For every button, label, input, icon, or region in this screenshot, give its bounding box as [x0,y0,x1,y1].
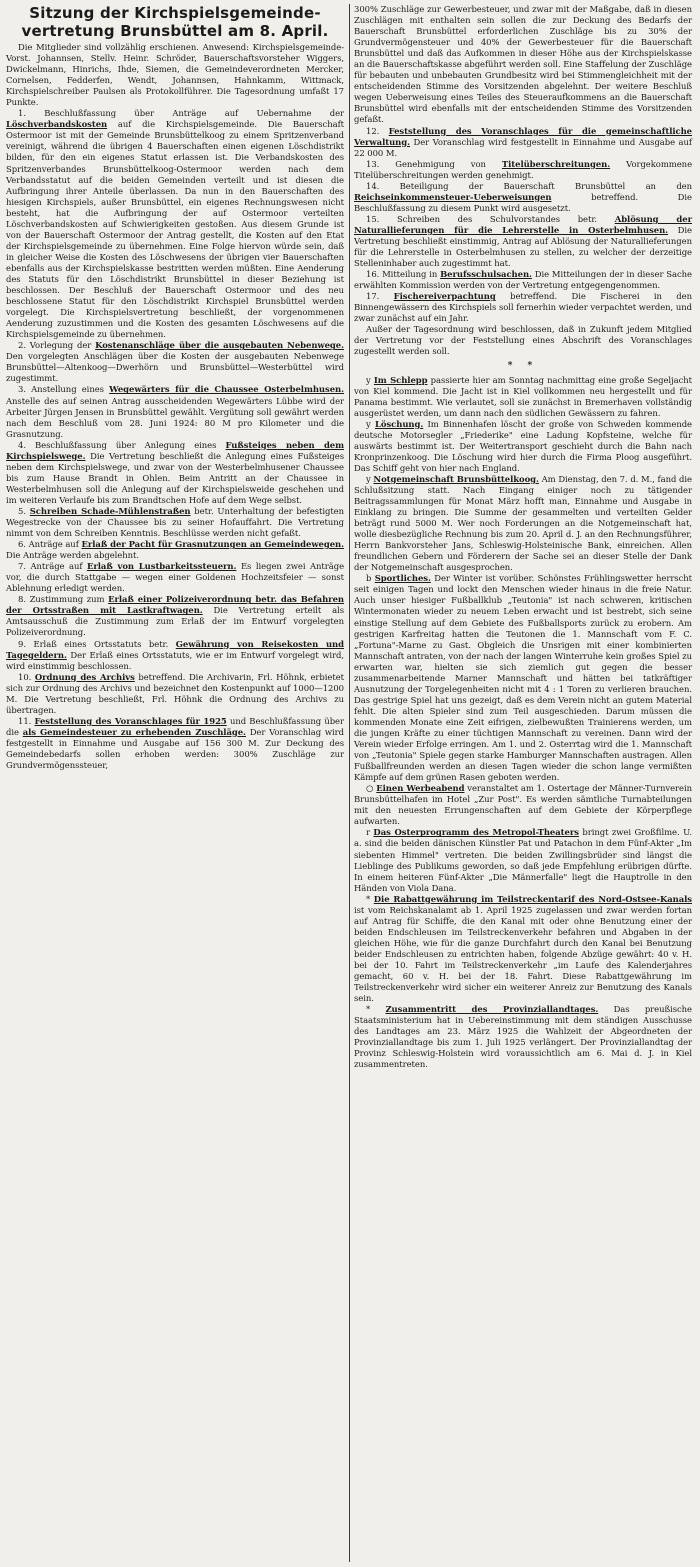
agenda-item-15: 15. Schreiben des Schulvorstandes betr. Ablösung der Naturallieferungen für die Lehrerstelle in Osterbelmhusen. Die Vertretung beschließt einstimmig, Antrag auf Ablösung der Naturallieferungen für die Lehrerstelle in Osterbelmhusen zu stellen, zu welcher der derzeitige Stelleninhaber auch zugestimmt hat. [354,213,692,269]
news-sport: b Sportliches. Der Winter ist vorüber. Schönstes Frühlingswetter herrscht seit einigen Tagen und lockt den Menschen wieder hinaus in die freie Natur. Auch unser hiesiger Fußballklub „Teutonia" ist nach schweren, kritischen Wintermonaten wieder zu neuem Leben erwacht und ist bestrebt, sich seine einstige Stellung auf dem Gebiete des Fußballsports zurück zu erobern. Am gestrigen Karfreitag hatten die Teutonen die 1. Mannschaft vom F. C. „Fortuna"-Marne zu Gast. Obgleich die Unsrigen mit einer kombinierten Mannschaft antraten, von der nach der langen Winterruhe kein großes Spiel zu erwarten war, hielten sie sich ziemlich gut gegen die besser zusammenarbeitende Marner Mannschaft und hätten bei tatkräftiger Ausnutzung der Torgelegenheiten nicht mit 4 : 1 Toren zu verlieren brauchen. Das gestrige Spiel hat uns gezeigt, daß es dem Verein nicht an gutem Material fehlt. Die alten Spieler sind zum Teil ausgeschieden. Darum müssen die kommenden Monate eine Zeit eifrigen, zielbewußten Trainierens werden, um die jungen Kräfte zu einer tüchtigen Mannschaft zu vereinen. Dann wird der Verein wieder Erfolge erringen. Am 1. und 2. Osterrtag wird die 1. Mannschaft von „Teutonia" Spiele gegen starke Hamburger Mannschaften austragen. Allen Fußballfreunden werden an diesen Tagen wieder die schon lange vermißten Kämpfe auf dem grünen Rasen geboten werden. [354,573,692,783]
agenda-item-5: 5. Schreiben Schade-Mühlenstraßen betr. Unterhaltung der befestigten Wegestrecke von der Chaussee bis zu seiner Hofauffahrt. Die Vertretung nimmt von dem Schreiben Kenntnis. Beschlüsse werden nicht gefaßt. [6,505,344,539]
article-headline [6,4,344,40]
right-column [354,4,692,1070]
headline-line-1: Sitzung der Kirchspielsgemeinde- [29,4,321,22]
news-provinziallandtag: * Zusammentritt des Provinziallandtages. Das preußische Staatsministerium hat in Uebereinstimmung mit dem ständigen Ausschusse des Landtages am 23. März 1925 die Wahlzeit der Abgeordneten der Provinziallandtage bis zum 1. Juli 1925 verlängert. Der Provinziallandtag der Provinz Schleswig-Holstein wird voraussichtlich am 6. Mai d. J. in Kiel zusammentreten. [354,1004,693,1070]
agenda-item-7: 7. Anträge auf Erlaß von Lustbarkeitssteuern. Es liegen zwei Anträge vor, die durch Stattgabe — wegen einer Goldenen Hochzeitsfeier — sonst Ablehnung erledigt werden. [6,561,345,594]
agenda-item-9: 9. Erlaß eines Ortsstatuts betr. Gewährung von Reisekosten und Tagegeldern. Der Erlaß eines Ortsstatuts, wie er im Entwurf vorgelegt wird, wird einstimmig beschlossen. [6,638,344,671]
agenda-item-3: 3. Anstellung eines Wegewärters für die Chaussee Osterbelmhusen. Anstelle des auf seinen Antrag ausscheidenden Wegewärters Lübbe wird der Arbeiter Jürgen Jensen in Brunsbüttel gewählt. Vergütung soll gewährt werden nach dem Beschluß vom 28. Juni 1924: 80 M pro Kilometer und die Grasnutzung. [6,384,344,439]
news-rabatt: * Die Rabattgewährung im Teilstreckentarif des Nord-Ostsee-Kanals ist vom Reichskanalamt ab 1. April 1925 zugelassen und zwar werden fortan auf Antrag für Schiffe, die den Kanal mit oder ohne Benutzung einer der beiden Endschleusen im Teilstreckenverkehr befahren und Abgaben in der gleichen Höhe, wie für die ganze Durchfahrt durch den Kanal bei Benutzung beider Endschleusen zu entrichten haben, folgende Abzüge gewährt: 40 v. H. bei der 10. Fahrt im Teilstreckenverkehr „im Laufe des Kalenderjahres gemacht, 60 v. H. bei der 18. Fahrt. Diese Rabattgewährung im Teilstreckenverkehr wird sicher ein weiterer Anreiz zur Benutzung des Kanals sein. [354,893,692,1004]
agenda-item-11-continued: 300% Zuschläge zur Gewerbesteuer, und zwar mit der Maßgabe, daß in diesen Zuschlägen mit enthalten sein sollen die zur Deckung des Bedarfs der Bauerschaft Brunsbüttel erforderlichen Zuschläge bis zu 30% der Grundvermögensteuer und 40% der Gewerbesteuer für die Bauerschaft Brunsbüttel und daß das Aufkommen in dieser Höhe aus der Kirchspielskasse an die Bauerschaftskasse abgeführt werden soll. Eine Staffelung der Zuschläge für bebauten und unbebauten Grundbesitz wird bei Stimmengleichheit mit der entscheidenden Stimme des Vorsitzenden abgelehnt. Der weitere Beschluß wegen Ueberweisung eines Teiles des Steueraufkommens an die Bauerschaft Brunsbüttel wird ebenfalls mit der entscheidenden Stimme des Vorsitzenden gefaßt. [354,4,692,125]
intro-paragraph: Die Mitglieder sind vollzählig erschienen. Anwesend: Kirchspielsgemeinde-Vorst. Johannsen, Stellv. Heinr. Schröder, Bauerschaftsvorsteher Wiggers, Dwickelmann, Hinrichs, Ihde, Siemen, die Gemeindeverordneten Mercker, Cornelsen, Fedderfen, Wendt, Johannsen, Hahnkamm, Wittmack, Kirchspielschreiber Paulsen als Protokollführer. Die Tagesordnung umfaßt 17 Punkte. [6,42,344,108]
agenda-item-6: 6. Anträge auf Erlaß der Pacht für Grasnutzungen an Gemeindewegen. Die Anträge werden abgelehnt. [6,539,344,561]
news-werbeabend: ○ Einen Werbeabend veranstaltet am 1. Ostertage der Männer-Turnverein Brunsbüttelhafen im Hotel „Zur Post". Es werden sämtliche Turnabteilungen mit den neuesten Errungenschaften auf dem Gebiete der Körperpflege aufwarten. [354,783,692,827]
agenda-item-2: 2. Vorlegung der Kostenanschläge über die ausgebauten Nebenwege. Den vorgelegten Anschlägen über die Kosten der ausgebauten Nebenwege Brunsbüttel—Altenkoog—Dwerhörn und Brunsbüttel—Westerbüttel wird zugestimmt. [6,340,344,384]
agenda-item-10: 10. Ordnung des Archivs betreffend. Die Archivarin, Frl. Höhnk, erbietet sich zur Ordnung des Archivs und bezeichnet den Kostenpunkt auf 1000—1200 M. Die Vertretung beschließt, Frl. Höhnk die Ordnung des Archivs zu übertragen. [6,671,344,715]
agenda-item-14: 14. Beteiligung der Bauerschaft Brunsbüttel an den Reichseinkommensteuer-Ueberweisungen betreffend. Die Beschlußfassung zu diesem Punkt wird ausgesetzt. [354,180,692,213]
news-loeschung: y Löschung. Im Binnenhafen löscht der große von Schweden kommende deutsche Motorsegler „Friederike" eine Ladung Kopfsteine, welche für auswärts bestimmt ist. Der Weitertransport geschieht durch die Bahn nach Kronprinzenkoog. Die Löschung wird hier durch die Firma Ploog ausgeführt. Das Schiff geht von hier nach England. [354,418,693,473]
headline-line-2: vertretung Brunsbüttel am 8. April. [21,22,329,40]
closing-paragraph: Außer der Tagesordnung wird beschlossen, daß in Zukunft jedem Mitglied der Vertretung vor der Feststellung eines Abschrift des Voranschlages zugestellt werden soll. [354,324,692,357]
left-column [6,4,344,771]
news-notgemeinschaft: y Notgemeinschaft Brunsbüttelkoog. Am Dienstag, den 7. d. M., fand die Schlußsitzung statt. Nach Eingang einiger noch zu tätigender Beitragssammlungen für Monat März hofft man, Einnahme und Ausgabe in Einklang zu bringen. Die Summe der gesammelten und verteilten Gelder beträgt rund 5000 M. Wer noch Forderungen an die Notgemeinschaft hat, wolle diesbezügliche Rechnung bis zum 20. April d. J. an den Rechnungsführer, Herrn Bankvorsteher Jans, Schleswig-Holsteinische Bank, einreichen. Allen freundlichen Gebern und Förderern der Sache sei an dieser Stelle der Dank der Notgemeinschaft ausgesprochen. [354,473,692,573]
agenda-item-16: 16. Mitteilung in Berufsschulsachen. Die Mitteilungen der in dieser Sache erwählten Kommission werden von der Vertretung entgegengenommen. [354,269,692,291]
agenda-item-12: 12. Feststellung des Voranschlages für die gemeinschaftliche Verwaltung. Der Voranschlag wird festgestellt in Einnahme und Ausgabe auf 22 000 M. [354,125,692,158]
column-divider [349,4,350,1562]
agenda-item-13: 13. Genehmigung von Titelüberschreitungen. Vorgekommene Titelüberschreitungen werden genehmigt. [354,158,693,180]
agenda-item-4: 4. Beschlußfassung über Anlegung eines Fußsteiges neben dem Kirchspielswege. Die Vertretung beschließt die Anlegung eines Fußsteiges neben dem Kirchspielswege, und zwar von der Westerbelmhusener Chaussee bis zum Hause Brandt in Ohlen. Beim Antritt an der Chaussee in Westerbelmhusen soll die Anlegung auf der Kirchspielsweide geschehen und im weiteren Verlaufe bis zum Brandtschen Hofe auf dem Wege selbst. [6,439,345,505]
agenda-item-1: 1. Beschlußfassung über Anträge auf Uebernahme der Löschverbandskosten auf die Kirchspielsgemeinde. Die Bauerschaft Ostermoor ist mit der Gemeinde Brunsbüttelkoog zu einem Spritzenverband vereinigt, während die übrigen 4 Bauerschaften einen eigenen Löschdistrikt bilden, für den ein eigenes Statut erlassen ist. Die Verbandskosten des Spritzenverbandes Brunsbüttelkoog-Ostermoor werden nach dem Verbandsstatut auf die beiden Gemeinden verteilt und ist diesen die Aufbringung ihrer Anteile überlassen. Da nun in den Bauerschaften des hiesigen Kirchspiels, außer Brunsbüttel, ein eigenes Rechnungswesen nicht besteht, hat die Aufbringung der auf Ostermoor verteilten Löschverbandskosten auf Schwierigkeiten gestoßen. Aus diesem Grunde ist von der Bauerschaft Ostermoor der Antrag gestellt, die Kosten auf den Etat der Kirchspielsgemeinde zu übernehmen. Eine Folge hiervon würde sein, daß in gleicher Weise die Kosten des Löschwesens der übrigen vier Bauerschaften ebenfalls aus der Kirchspielskasse bestritten werden müßten. Eine Aenderung des Statuts für den Löschdistrikt Brunsbüttel in dieser Beziehung ist beschlossen. Der Beschluß der Bauerschaft Ostermoor und des neu beschlossene Statut für den Löschdistrikt Kirchspiel Brunsbüttel werden vorgelegt. Die Kirchspielsvertretung beschließt, der vorgenommenen Aenderung zuzustimmen und die Kosten des gesamten Löschwesens auf die Kirchspielsgemeinde zu übernehmen. [6,108,345,340]
news-osterprogramm: r Das Osterprogramm des Metropol-Theaters bringt zwei Großfilme. U. a. sind die beiden dänischen Künstler Pat und Patachon in dem Fünf-Akter „Im siebenten Himmel" vertreten. Die beiden Zwillingsbrüder sind längst die Lieblinge des Publikums geworden, so daß jede Empfehlung erübrigen dürfte. In einem heiteren Fünf-Akter „Die Männerfalle" liegt die Hauptrolle in den Händen von Viola Dana. [354,827,692,893]
news-schlepp: y Im Schlepp passierte hier am Sonntag nachmittag eine große Segeljacht von Kiel kommend. Die Jacht ist in Kiel vollkommen neu hergestellt und für Panama bestimmt. Wie verlautet, soll sie zunächst in Bremerhaven vollständig ausgerüstet werden, um dann nach den südlichen Gewässern zu fahren. [354,374,692,418]
agenda-item-8: 8. Zustimmung zum Erlaß einer Polizeiverordnung betr. das Befahren der Ortsstraßen mit Lastkraftwagen. Die Vertretung erteilt als Amtsausschuß die Zustimmung zum Erlaß der im Entwurf vorgelegten Polizeiverordnung. [6,594,344,638]
section-separator: * * [507,360,539,371]
agenda-item-17: 17. Fischereiverpachtung betreffend. Die Fischerei in den Binnengewässern des Kirchspiels soll fernerhin wieder verpachtet werden, und zwar zunächst auf ein Jahr. [354,291,692,324]
agenda-item-11: 11. Feststellung des Voranschlages für 1925 und Beschlußfassung über die als Gemeindesteuer zu erhebenden Zuschläge. Der Voranschlag wird festgestellt in Einnahme und Ausgabe auf 156 300 M. Zur Deckung des Gemeindebedarfs sollen erhoben werden: 300% Zuschläge zur Grundvermögenssteuer, [6,715,344,771]
